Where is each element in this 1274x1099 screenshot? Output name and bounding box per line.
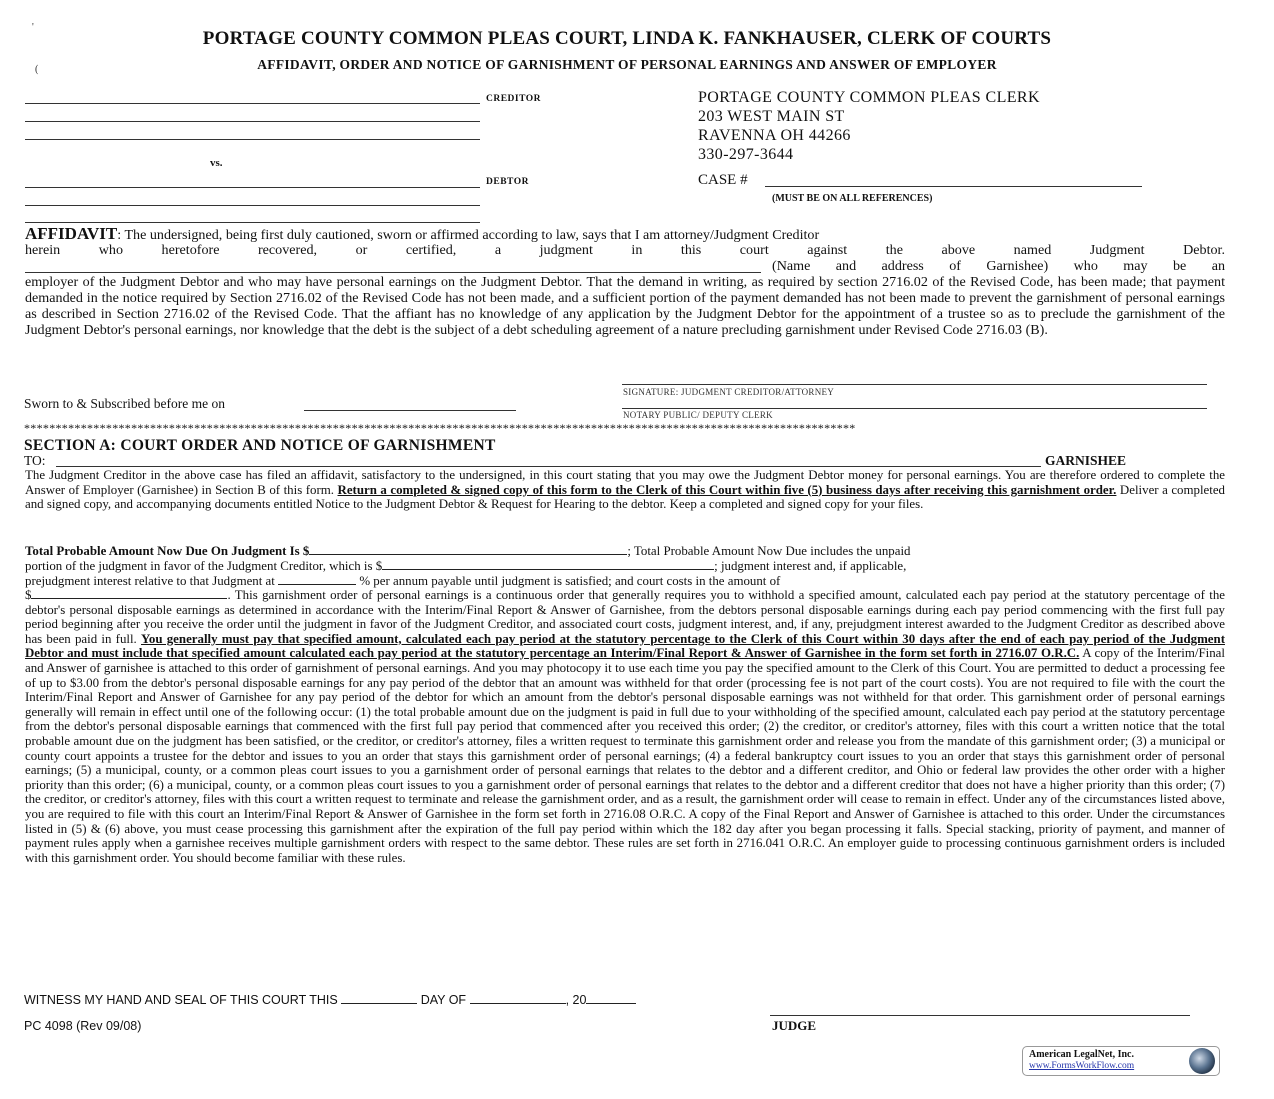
section-a-paragraph-1 (25, 468, 1225, 512)
scan-mark: ( (35, 64, 39, 75)
day-of-label: DAY OF (420, 993, 467, 1007)
witness-line (24, 991, 636, 1007)
creditor-line-3[interactable] (25, 139, 480, 140)
clerk-street: 203 WEST MAIN ST (698, 108, 845, 125)
witness-month-field[interactable] (470, 991, 566, 1004)
logo-url-link[interactable]: www.FormsWorkFlow.com (1029, 1061, 1135, 1071)
sworn-label: Sworn to & Subscribed before me on (24, 396, 225, 411)
prejudgment-label: prejudgment interest relative to that Judgment at (25, 574, 275, 588)
section-a-paragraph-2 (25, 586, 1225, 865)
delivery-instruction: Deliver a completed and signed copy, and accompanying documents entitled Notice to the Judgment Debtor & Request for Hearing to the debtor. Keep a completed and signed copy for your files. (25, 482, 1226, 512)
dollar-sign: $ (25, 588, 32, 602)
return-instruction: Return a completed & signed copy of this form to the Clerk of this Court within five (5) business days after receiving this garnishment order. (337, 482, 1117, 497)
affidavit-heading: AFFIDAVIT (25, 224, 118, 243)
garnishment-terms-text: A copy of the Interim/Final and Answer of garnishee is attached to this order of garnishment of personal earnings. And you may photocopy it to use each time you pay the specified amount to the Clerk of this Court. You are permitted to deduct a processing fee of up to $3.00 from the debtor's personal disposable earnings for any pay period of the debtor that an amount was withheld for that order (processing fee is not part of the court costs). You are not required to file with the court the Interim/Final Report and Answer of Garnishee for any pay period of the debtor for which an amount from the debtor's personal disposable earnings was not withheld for that order. This garnishment order of personal earnings generally will remain in effect until one of the following occur: (1) the total probable amount due on the judgment is paid in full due to your withholding of the specified amount, calculated each pay period at the statutory percentage from the debtor's personal disposable earnings that commenced with the first full pay period that commenced after you received this order; (2) the creditor, or creditor's attorney, files with this court a written notice that the total probable amount due on the judgment has been satisfied, or the creditor, or creditor's attorney, files a written request to terminate this garnishment order and release you from the mandate of this garnishment order; (3) a municipal or county court appoints a trustee for the debtor and issues to you an order that stays this garnishment order of personal earnings; (4) a federal bankruptcy court issues to you an order that stays this garnishment order of personal earnings; (5) a municipal, county, or a common pleas court issues to you a garnishment order of personal earnings that relates to the debtor and a different creditor, and Ohio or federal law provides the other order with a higher priority than this order; (6) a municipal, county, or a common pleas court issues to you a garnishment order of personal earnings that relates to the debtor and a different creditor that does not have a higher priority than this order; (7) the creditor, or creditor's attorney, files with this court a written request to terminate and release the garnishment order, and as a result, the garnishment order will cease to remain in effect. Under any of the circumstances listed above, you are required to file with this court an Interim/Final Report & Answer of Garnishee in the form set forth in 2716.08 O.R.C. A copy of the Final Report and Answer of Garnishee is attached to this order. Under the circumstances listed in (5) & (6) above, you must cease processing this garnishment after the expiration of the full pay period within which the 182 day after you began processing it falls. Special stacking, priority of payment, and manner of payment rules apply when a garnishee receives multiple garnishment orders with respect to the same debtor. These rules are set forth in 2716.041 O.R.C. An employer guide to processing continuous garnishment orders is included with this garnishment order. You should become familiar with these rules. (25, 646, 1225, 865)
case-number-label: CASE # (698, 172, 748, 188)
creditor-line-2[interactable] (25, 121, 480, 122)
affidavit-line-3: (Name and address of Garnishee) who may be an (772, 258, 1225, 274)
affidavit-body: employer of the Judgment Debtor and who may have personal earnings on the Judgment Debtor. That the demand in writing, as required by section 2716.02 of the Revised Code, has been made; that payment demanded in the notice required by Section 2716.02 of the Revised Code has not been made, and a sufficient portion of the payment demanded has not been made to prevent the garnishment of personal earnings as described in Section 2716.02 of the Revised Code. That the affiant has no knowledge of any application by the Judgment Debtor for the appointment of a trustee so as to preclude the garnishment of the Judgment Debtor's personal earnings, nor knowledge that the debt is the subject of a debt scheduling agreement of a nature precluding garnishment under Revised Code 2716.03 (B). (25, 274, 1225, 338)
amount-due-label: Total Probable Amount Now Due On Judgment Is $ (25, 544, 310, 558)
creditor-line-1[interactable] (25, 103, 480, 104)
amount-due-field[interactable] (309, 542, 627, 555)
clerk-phone: 330-297-3644 (698, 146, 794, 163)
interest-rate-field[interactable] (278, 572, 356, 585)
logo-company-name: American LegalNet, Inc. (1029, 1049, 1134, 1060)
payment-instruction: You generally must pay that specified amount, calculated each pay period at the statutory percentage to the Clerk of this Court within 30 days after the end of each pay period of the Judgment Debtor and must include that specified amount calculated each pay period at the statutory percentage an Interim/Final Report & Answer of Garnishee in the form set forth in 2716.07 O.R.C. (25, 631, 1225, 661)
year-prefix: , 20 (565, 993, 587, 1007)
clerk-name: PORTAGE COUNTY COMMON PLEAS CLERK (698, 89, 1040, 106)
clerk-city: RAVENNA OH 44266 (698, 127, 851, 144)
notary-signature-line[interactable] (622, 408, 1207, 409)
globe-icon (1189, 1048, 1215, 1074)
portion-label: portion of the judgment in favor of the Judgment Creditor, which is $ (25, 559, 383, 573)
judge-signature-line[interactable] (770, 1015, 1190, 1016)
court-costs-field[interactable] (31, 586, 227, 599)
case-number-field[interactable] (765, 186, 1142, 187)
scan-mark: ' (32, 22, 34, 33)
debtor-line-2[interactable] (25, 205, 480, 206)
signature-label: SIGNATURE: JUDGMENT CREDITOR/ATTORNEY (623, 387, 835, 397)
judgment-portion-field[interactable] (382, 557, 714, 570)
affidavit-intro: : The undersigned, being first duly cautioned, sworn or affirmed according to law, says that I am attorney/Judgment Creditor (117, 227, 820, 243)
affidavit-line-1 (25, 226, 1225, 243)
notary-label: NOTARY PUBLIC/ DEPUTY CLERK (623, 410, 773, 420)
sworn-date-field[interactable] (304, 410, 516, 411)
witness-year-field[interactable] (586, 991, 636, 1004)
form-subtitle: AFFIDAVIT, ORDER AND NOTICE OF GARNISHMENT OF PERSONAL EARNINGS AND ANSWER OF EMPLOYER (257, 57, 997, 72)
court-title: PORTAGE COUNTY COMMON PLEAS COURT, LINDA K. FANKHAUSER, CLERK OF COURTS (202, 28, 1052, 49)
continuous-order-text: . This garnishment order of personal earnings is a continuous order that generally requires you to withhold a specified amount, calculated each pay period at the statutory percentage of the debtor's personal disposable earnings as determined in accordance with the Interim/Final Report & Answer of Garnishee, from the debtors personal disposable earnings during each pay period commencing with the first full pay period beginning after you receive the order until the judgment in favor of the Judgment Creditor, and associated court costs, judgment interest, and, if any, prejudgment interest awarded to the Judgment Creditor as described above has been paid in full. (25, 588, 1225, 646)
order-intro-text: The Judgment Creditor in the above case has filed an affidavit, satisfactory to the undersigned, in this court stating that you may owe the Judgment Debtor money for personal earnings. You are therefore ordered to complete the Answer of Employer (Garnishee) in Section B of this form. (25, 468, 1225, 497)
american-legalnet-logo[interactable] (1022, 1046, 1220, 1076)
section-a-heading: SECTION A: COURT ORDER AND NOTICE OF GARNISHMENT (24, 437, 496, 454)
to-label: TO: (24, 453, 46, 468)
creditor-label: CREDITOR (486, 94, 542, 104)
garnishee-label: GARNISHEE (1045, 453, 1127, 468)
clerk-address (698, 88, 1040, 164)
debtor-line-3[interactable] (25, 222, 480, 223)
prejudgment-note: % per annum payable until judgment is satisfied; and court costs in the amount of (359, 574, 781, 588)
affidavit-line-2: herein who heretofore recovered, or certified, a judgment in this court against the above named Judgment Debtor. (25, 242, 1225, 258)
debtor-line-1[interactable] (25, 187, 480, 188)
form-number: PC 4098 (Rev 09/08) (24, 1019, 142, 1033)
section-divider: ************************************************************************************************************************************ (24, 421, 856, 435)
judge-label: JUDGE (772, 1018, 817, 1033)
amount-due-note: ; Total Probable Amount Now Due includes the unpaid (627, 544, 911, 558)
signature-line[interactable] (622, 384, 1207, 385)
case-number-note: (MUST BE ON ALL REFERENCES) (772, 193, 933, 204)
vs-label: vs. (210, 157, 223, 169)
garnishee-name-field[interactable] (25, 272, 761, 273)
witness-label: WITNESS MY HAND AND SEAL OF THIS COURT THIS (24, 993, 338, 1007)
witness-day-field[interactable] (341, 991, 417, 1004)
garnishee-to-field[interactable] (56, 466, 1041, 467)
portion-note: ; judgment interest and, if applicable, (714, 559, 907, 573)
debtor-label: DEBTOR (486, 177, 529, 187)
